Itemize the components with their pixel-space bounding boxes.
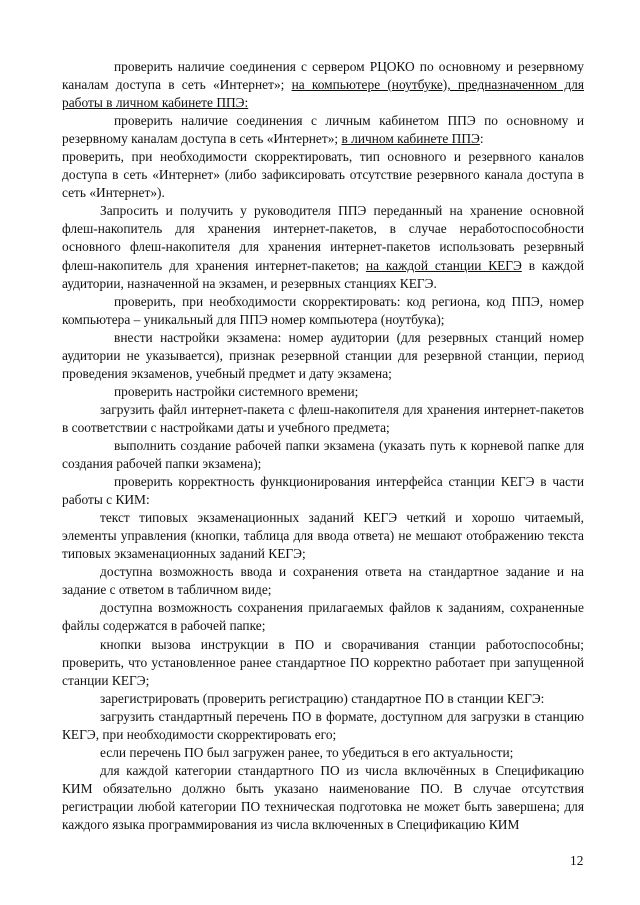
paragraph — [62, 383, 584, 401]
page-number: 12 — [570, 853, 584, 868]
paragraph-text-after: : — [479, 131, 484, 147]
underlined-text: в личном кабинете ППЭ — [341, 131, 480, 147]
paragraph-text: проверить корректность функционирования интерфейса станции КЕГЭ в части работы с КИМ: — [62, 474, 584, 508]
paragraph — [62, 293, 584, 329]
paragraph — [62, 437, 584, 473]
paragraph — [62, 762, 584, 834]
paragraph — [62, 58, 584, 112]
paragraph-text: внести настройки экзамена: номер аудитории (для резервных станций номер аудитории не указывается), признак резервной станции для резервной станции, период проведения экзаменов, учебный предмет и дату экзамена; — [62, 329, 584, 381]
underlined-text: на компьютере (ноутбуке), предназначенном для работы в личном кабинете ППЭ: — [62, 77, 585, 111]
paragraph — [62, 509, 584, 563]
paragraph — [62, 636, 584, 690]
paragraph-text: выполнить создание рабочей папки экзамена (указать путь к корневой папке для создания рабочей папки экзамена); — [62, 437, 584, 472]
paragraph — [62, 708, 584, 744]
paragraph-text: проверить наличие соединения с личным кабинетом ППЭ по основному и резервному каналам доступа в сеть «Интернет»; — [62, 113, 584, 147]
paragraph — [62, 473, 584, 509]
paragraph-text: доступна возможность сохранения прилагаемых файлов к заданиям, сохраненные файлы содержатся в рабочей папке; — [62, 600, 584, 634]
page-body — [62, 58, 584, 834]
paragraph — [62, 599, 584, 635]
paragraph — [62, 148, 584, 202]
paragraph-text: для каждой категории стандартного ПО из числа включённых в Спецификацию КИМ обязательно должно быть указано наименование ПО. В случае отсутствия регистрации любой категории ПО техническая подготовка не может быть завершена; для каждого языка программирования из числа включенных в Спецификацию КИМ — [62, 762, 584, 832]
paragraph-text: загрузить файл интернет-пакета с флеш-накопителя для хранения интернет-пакетов в соответствии с настройками даты и учебного предмета; — [62, 401, 584, 435]
paragraph-text: проверить наличие соединения с сервером РЦОКО по основному и резервному каналам доступа в сеть «Интернет»; — [62, 59, 584, 93]
paragraph — [62, 690, 584, 708]
paragraph — [62, 563, 584, 599]
paragraph-text: проверить, при необходимости скорректировать, тип основного и резервного каналов доступа в сеть «Интернет» (либо зафиксировать отсутствие резервного канала доступа в сеть «Интернет»). — [62, 149, 584, 201]
paragraph-text: если перечень ПО был загружен ранее, то убедиться в его актуальности; — [100, 744, 514, 760]
paragraph — [62, 744, 584, 762]
paragraph-text: Запросить и получить у руководителя ППЭ переданный на хранение основной флеш-накопитель для хранения интернет-пакетов, в случае неработоспособности основного флеш-накопителя для хранения интернет-пакетов использовать резервный флеш-накопитель для хранения интернет-пакетов; — [62, 203, 584, 273]
paragraph — [62, 202, 584, 292]
paragraph — [62, 401, 584, 437]
paragraph — [62, 329, 584, 383]
paragraph-text: зарегистрировать (проверить регистрацию) стандартное ПО в станции КЕГЭ: — [100, 690, 545, 706]
paragraph-text-after: в каждой аудитории, назначенной на экзамен, и резервных станциях КЕГЭ. — [62, 257, 584, 291]
underlined-text: на каждой станции КЕГЭ — [365, 257, 522, 273]
paragraph-text: проверить настройки системного времени; — [114, 383, 359, 399]
paragraph-text: загрузить стандартный перечень ПО в формате, доступном для загрузки в станцию КЕГЭ, при необходимости скорректировать его; — [62, 708, 584, 742]
paragraph-text: кнопки вызова инструкции в ПО и сворачивания станции работоспособны; проверить, что установленное ранее стандартное ПО корректно работает при запущенной станции КЕГЭ; — [62, 636, 584, 688]
paragraph-text: проверить, при необходимости скорректировать: код региона, код ППЭ, номер компьютера – уникальный для ППЭ номер компьютера (ноутбука); — [62, 293, 584, 327]
paragraph-text: текст типовых экзаменационных заданий КЕГЭ четкий и хорошо читаемый, элементы управления (кнопки, таблица для ввода ответа) не мешают отображению текста типовых экзаменационных заданий КЕГЭ; — [62, 510, 584, 562]
paragraph-text: доступна возможность ввода и сохранения ответа на стандартное задание и на задание с ответом в табличном виде; — [62, 564, 584, 598]
paragraph — [62, 112, 584, 148]
